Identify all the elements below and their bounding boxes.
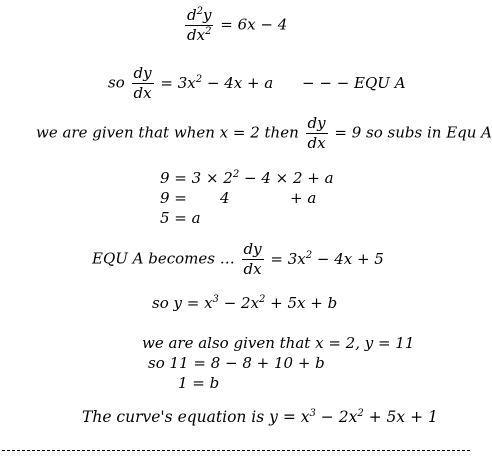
equ-a-becomes-rhs: = $3x^2 - 4x + 5$	[270, 249, 384, 268]
curve-equation-line: The curve's equation is $y = x^3 - 2x^2 + 5x + 1$	[82, 408, 438, 426]
integrated-equation: so $y = x^3 - 2x^2 + 5x + b$	[152, 294, 338, 312]
second-derivative-equation	[183, 8, 287, 43]
constant-result-line: 1 = b	[178, 374, 220, 392]
dy-dx-fraction: $\frac{dy}{dx}$	[133, 64, 152, 102]
second-condition-line: we are also given that x = 2, y = 11	[142, 334, 415, 352]
d2y-dx2-fraction: $\frac{d^2y}{dx^2}$	[187, 6, 212, 44]
dashed-separator	[2, 450, 470, 451]
equ-a-becomes-label: EQU A becomes …	[92, 249, 235, 268]
equ-a-tag: − − − EQU A	[302, 73, 406, 92]
so-label: so	[108, 73, 125, 92]
substitution-block	[160, 168, 334, 228]
first-derivative-equation	[108, 66, 406, 101]
first-derivative-rhs: = $3x^2 - 4x + a$	[160, 73, 274, 92]
substitution-row: 9 = 4 + a	[160, 189, 317, 207]
given-condition-prefix: we are given that when x = 2 then	[36, 123, 299, 142]
given-condition-suffix: = 9 so subs in Equ A	[334, 123, 492, 142]
given-condition-line	[36, 116, 492, 151]
substitution-row: $9 = 3 \times 2^2 - 4 \times 2 + a$	[160, 169, 334, 187]
substitution-row: 5 = a	[160, 209, 201, 227]
second-derivative-rhs: = 6x − 4	[220, 15, 288, 34]
constant-substitution-line: so 11 = 8 − 8 + 10 + b	[148, 354, 325, 372]
dy-dx-fraction: $\frac{dy}{dx}$	[243, 240, 262, 278]
equ-a-becomes-line	[92, 242, 384, 277]
dy-dx-fraction: $\frac{dy}{dx}$	[307, 114, 326, 152]
